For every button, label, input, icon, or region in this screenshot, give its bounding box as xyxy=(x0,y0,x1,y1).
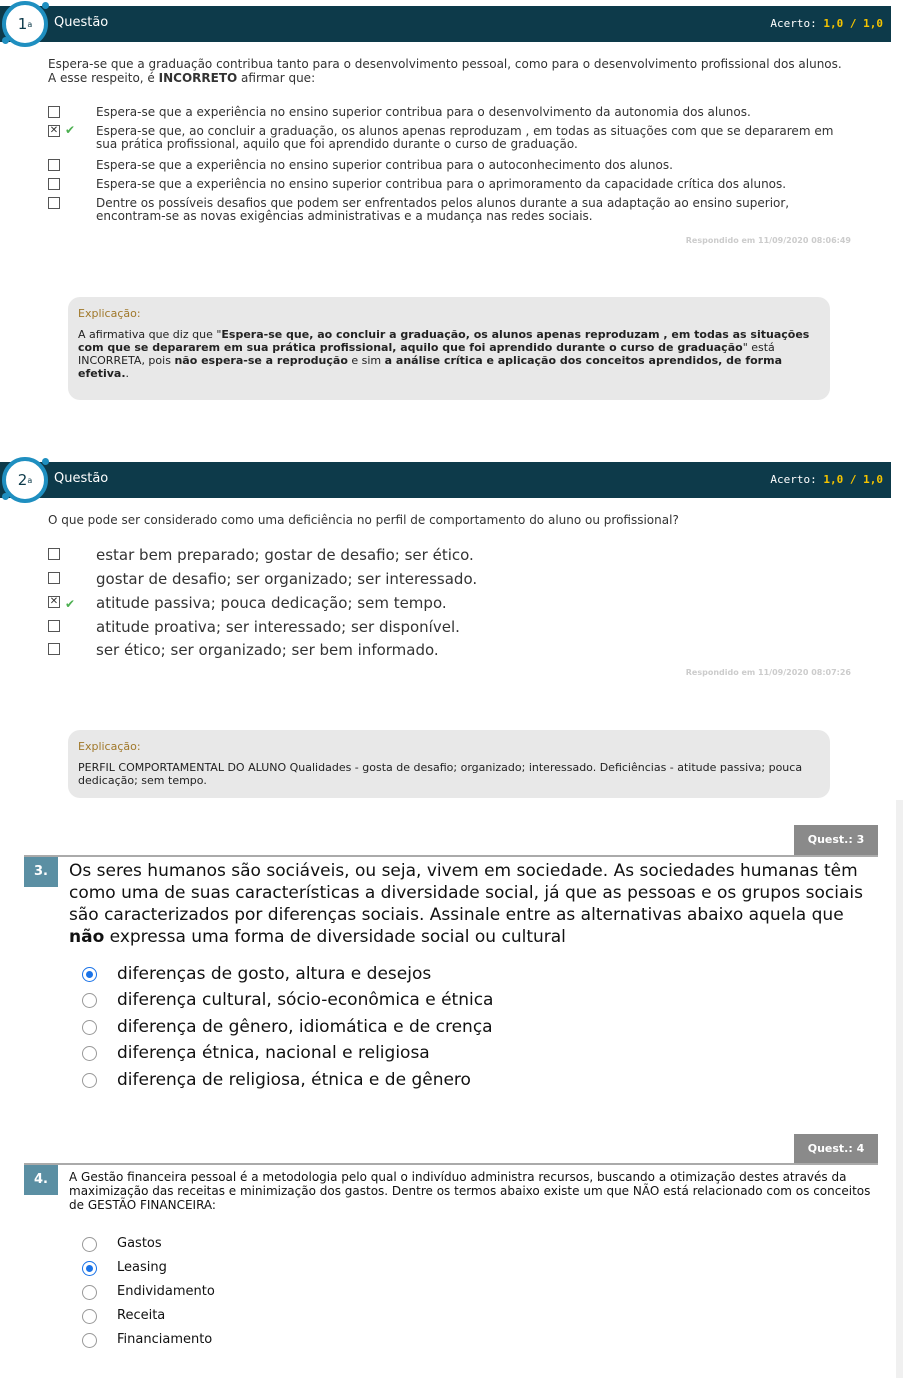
q2-explanation xyxy=(68,730,830,798)
q2-stem: O que pode ser considerado como uma deficiência no perfil de comportamento do aluno ou profissional? xyxy=(48,513,679,527)
q1-score: Acerto: 1,0 / 1,0 xyxy=(770,17,883,30)
radio-icon[interactable] xyxy=(82,1046,97,1061)
q3-stem: Os seres humanos são sociáveis, ou seja, vivem em sociedade. As sociedades humanas têm como uma de suas características a diversidade social, já que as pessoas e os grupos sociais são caracterizados por diferenças sociais. Assinale entre as alternativas abaixo aquela que não expressa uma forma de diversidade social ou cultural xyxy=(69,861,863,947)
q2-answered-timestamp: Respondido em 11/09/2020 08:07:26 xyxy=(685,668,851,677)
q4-divider xyxy=(24,1163,878,1165)
radio-selected-icon[interactable] xyxy=(82,1261,97,1276)
scrollbar-track[interactable] xyxy=(896,800,903,1378)
radio-icon[interactable] xyxy=(82,1333,97,1348)
checkbox-icon[interactable] xyxy=(48,572,60,584)
checkbox-icon[interactable] xyxy=(48,620,60,632)
q2-header xyxy=(0,462,891,498)
radio-icon[interactable] xyxy=(82,993,97,1008)
q2-score: Acerto: 1,0 / 1,0 xyxy=(770,473,883,486)
q1-title: Questão xyxy=(54,15,109,30)
checkbox-icon[interactable] xyxy=(48,197,60,209)
checkbox-icon[interactable] xyxy=(48,106,60,118)
q3-divider xyxy=(24,855,878,857)
radio-icon[interactable] xyxy=(82,1309,97,1324)
radio-icon[interactable] xyxy=(82,1073,97,1088)
radio-selected-icon[interactable] xyxy=(82,967,97,982)
checkbox-icon[interactable] xyxy=(48,178,60,190)
q3-quest-tag: Quest.: 3 xyxy=(794,825,878,855)
q3-number: 3. xyxy=(24,857,58,887)
radio-icon[interactable] xyxy=(82,1285,97,1300)
radio-icon[interactable] xyxy=(82,1237,97,1252)
q1-explanation xyxy=(68,297,830,400)
explanation-text: PERFIL COMPORTAMENTAL DO ALUNO Qualidades - gosta de desafio; organizado; interessado. Deficiências - atitude passiva; pouca dedicação; sem tempo. xyxy=(78,761,803,787)
check-icon: ✔ xyxy=(65,597,76,611)
q4-number: 4. xyxy=(24,1165,58,1195)
q2-number-badge: 2 a xyxy=(2,457,48,503)
q4-quest-tag: Quest.: 4 xyxy=(794,1134,878,1164)
q2-title: Questão xyxy=(54,471,109,486)
checked-x-icon[interactable]: ✕ xyxy=(49,125,59,136)
q1-answered-timestamp: Respondido em 11/09/2020 08:06:49 xyxy=(685,236,851,245)
explanation-label: Explicação: xyxy=(78,307,141,320)
checked-x-icon[interactable]: ✕ xyxy=(49,596,59,607)
q1-header xyxy=(0,6,891,42)
checkbox-icon[interactable] xyxy=(48,548,60,560)
explanation-text: A afirmativa que diz que "Espera-se que, ao concluir a graduação, os alunos apenas reproduzam , em todas as situações com que se depararem em sua prática profissional, aquilo que foi aprendido durante o curso de graduação" está INCORRETA, pois não espera-se a reprodução e sim a análise crítica e aplicação dos conceitos aprendidos, de forma efetiva.. xyxy=(78,328,810,380)
q4-stem: A Gestão financeira pessoal é a metodologia pelo qual o indivíduo administra recursos, buscando a otimização destes através da maximização das receitas e minimização dos gastos. Dentre os termos abaixo existe um que NÃO está relacionado com os conceitos de GESTÃO FINANCEIRA: xyxy=(69,1170,871,1212)
radio-icon[interactable] xyxy=(82,1020,97,1035)
q1-stem: Espera-se que a graduação contribua tanto para o desenvolvimento pessoal, como para o desenvolvimento profissional dos alunos. A esse respeito, é INCORRETO afirmar que: xyxy=(48,57,842,85)
checkbox-icon[interactable] xyxy=(48,643,60,655)
checkbox-icon[interactable] xyxy=(48,159,60,171)
check-icon: ✔ xyxy=(65,123,76,137)
q1-number-badge: 1 a xyxy=(2,1,48,47)
explanation-label: Explicação: xyxy=(78,740,141,753)
